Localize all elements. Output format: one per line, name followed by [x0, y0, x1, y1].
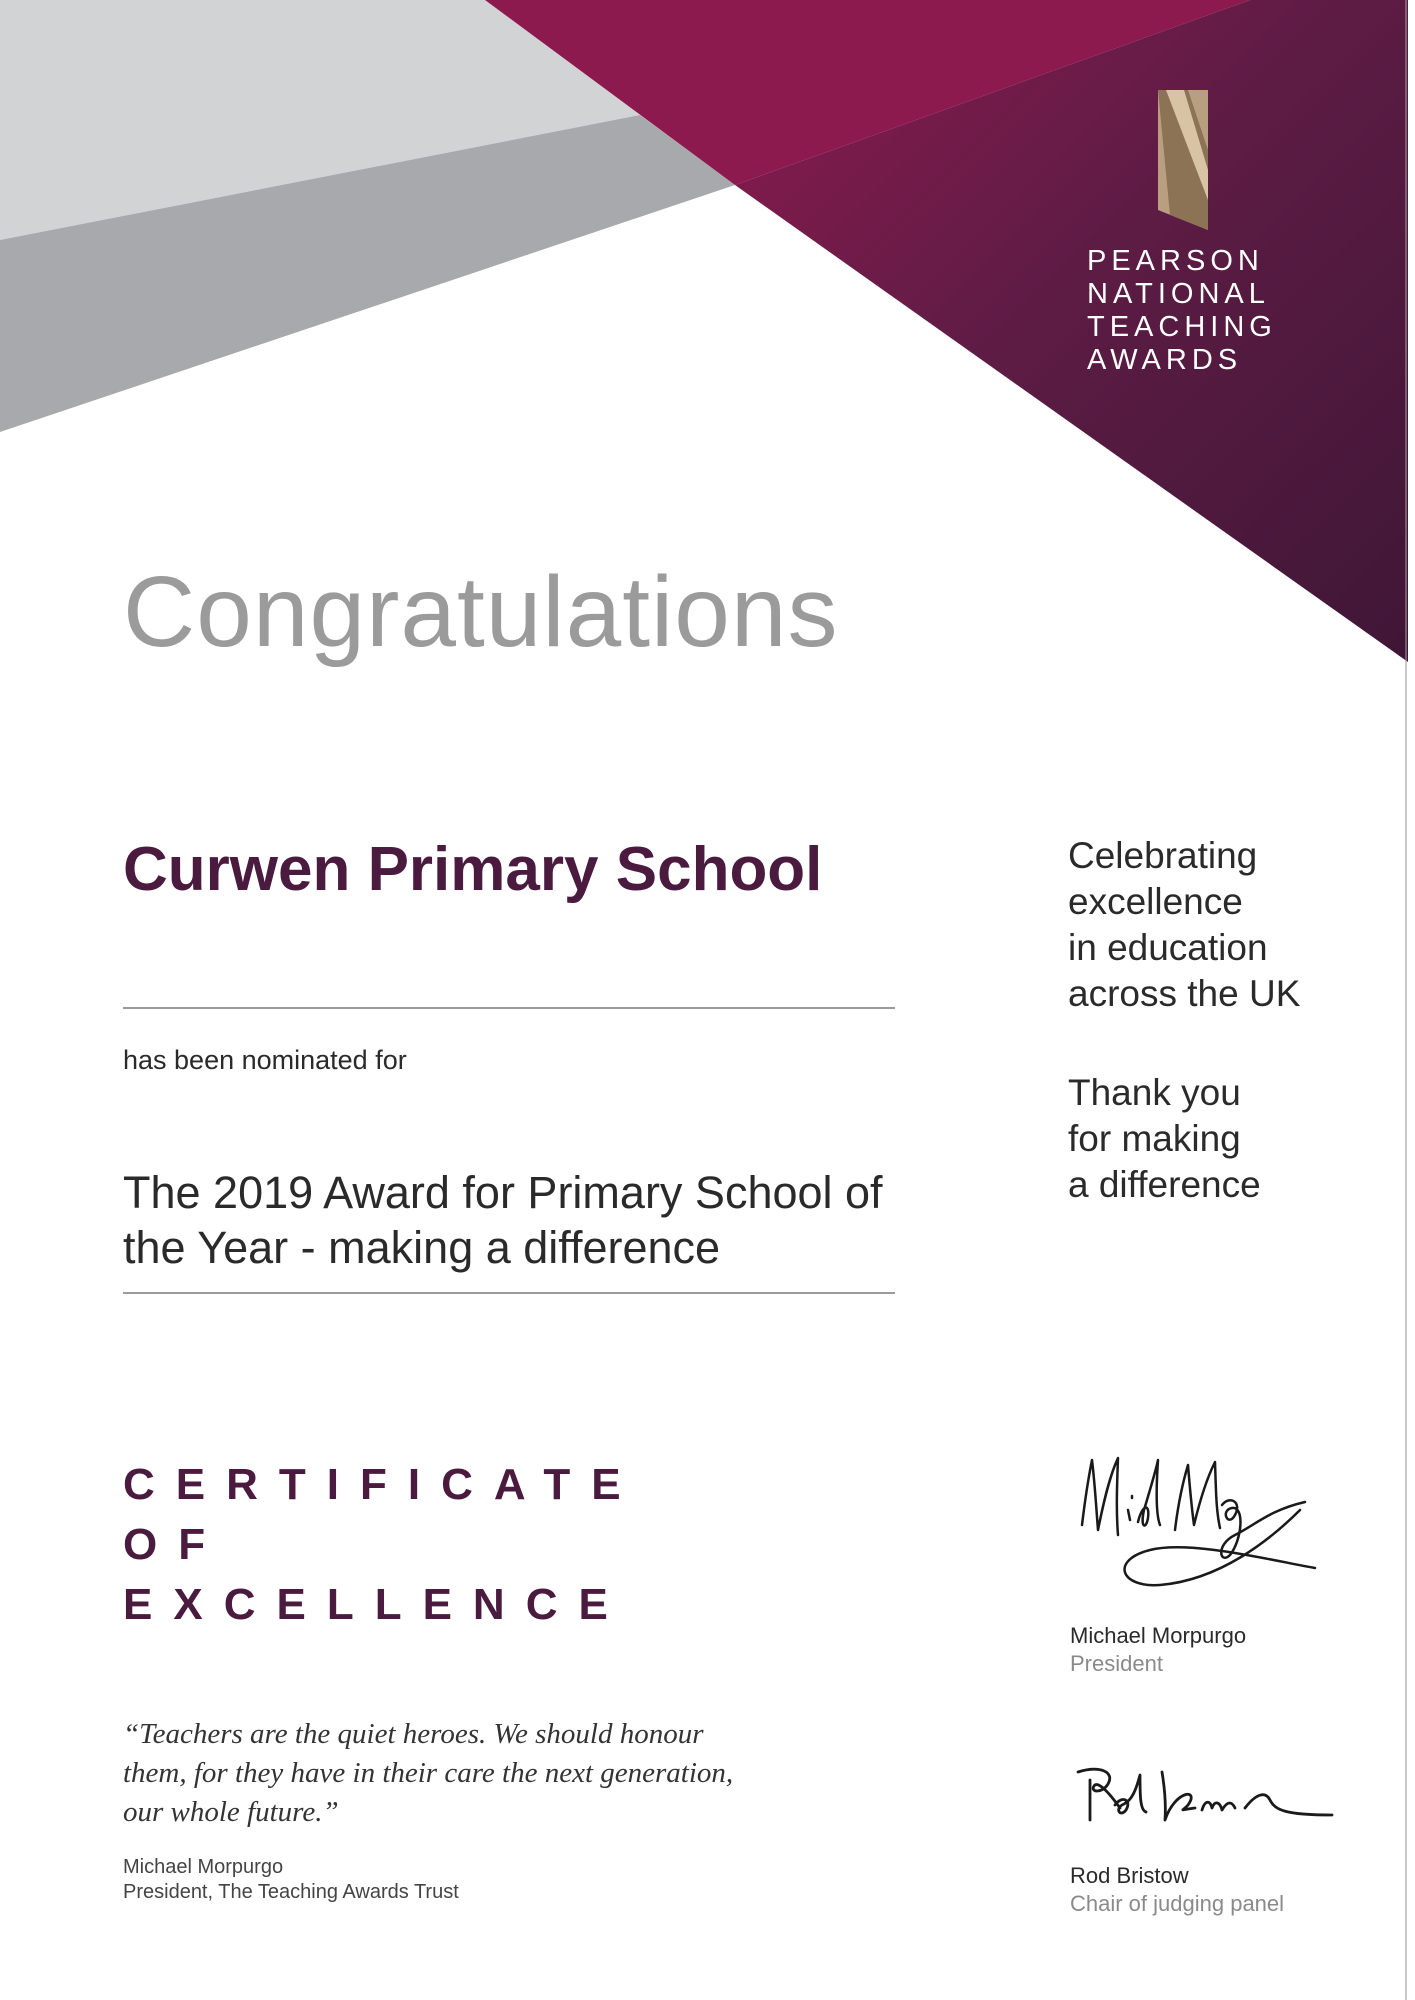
- certificate-title: CERTIFICATE OF EXCELLENCE: [123, 1460, 642, 1629]
- award-title: The 2019 Award for Primary School of the Year - making a difference: [123, 1167, 883, 1273]
- signature-rod-bristow: [1070, 1760, 1340, 1840]
- scan-edge: [1405, 0, 1407, 2000]
- tagline-line: a difference: [1068, 1164, 1261, 1205]
- signature-michael-morpurgo: [1070, 1440, 1320, 1605]
- signatory-role: Chair of judging panel: [1070, 1891, 1285, 1916]
- signatory-2: [1070, 1862, 1284, 1918]
- quote-attribution: [123, 1855, 459, 1905]
- recipient-name: Curwen Primary School: [123, 835, 823, 904]
- signatory-name: Michael Morpurgo: [1070, 1623, 1247, 1648]
- signatory-name: Rod Bristow: [1070, 1863, 1189, 1888]
- quote-author-role: President, The Teaching Awards Trust: [123, 1881, 459, 1903]
- tagline-line: Thank you: [1068, 1072, 1241, 1113]
- tagline-line: for making: [1068, 1118, 1241, 1159]
- logo-line-2: NATIONAL: [1087, 278, 1270, 310]
- tagline-line: across the UK: [1068, 973, 1301, 1014]
- tagline-line: excellence: [1068, 881, 1243, 922]
- tagline-celebrating: [1068, 833, 1300, 1017]
- quote-author: Michael Morpurgo: [123, 1856, 284, 1878]
- logo-line-1: PEARSON: [1087, 245, 1264, 277]
- signatory-role: President: [1070, 1651, 1163, 1676]
- tagline-thank-you: [1068, 1070, 1261, 1208]
- nominated-text: has been nominated for: [123, 1045, 407, 1075]
- logo-line-4: AWARDS: [1087, 344, 1243, 376]
- tagline-line: Celebrating: [1068, 835, 1258, 876]
- quote-text: “Teachers are the quiet heroes. We should honour them, for they have in their care the next generation, our whole future.”: [123, 1718, 734, 1828]
- pearson-logo-text: [1087, 245, 1277, 377]
- congratulations-heading: Congratulations: [123, 556, 839, 668]
- divider: [123, 1292, 895, 1294]
- tagline-line: in education: [1068, 927, 1268, 968]
- signatory-1: [1070, 1622, 1246, 1678]
- divider: [123, 1007, 895, 1009]
- logo-line-3: TEACHING: [1087, 311, 1277, 343]
- award-trophy-icon: [1158, 90, 1218, 240]
